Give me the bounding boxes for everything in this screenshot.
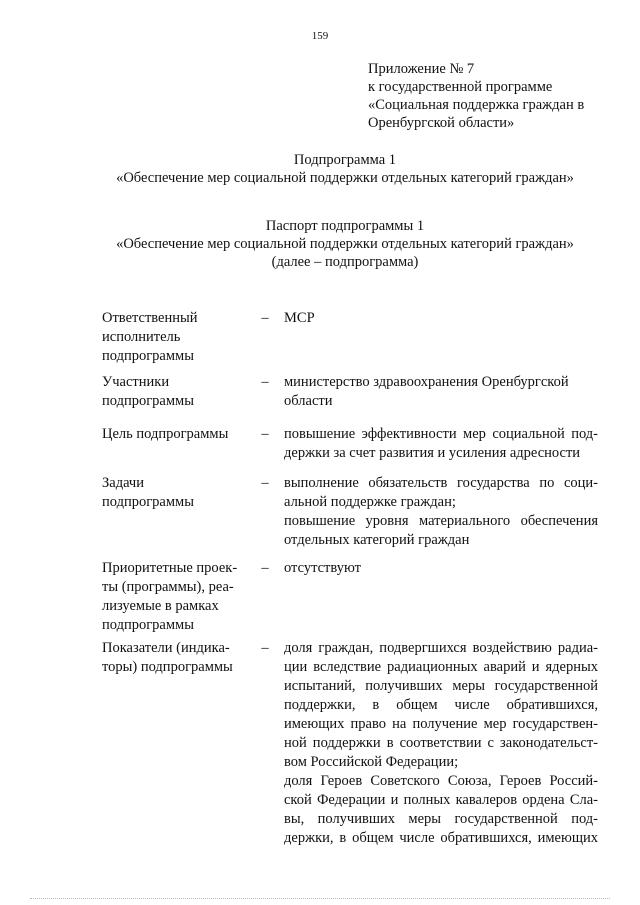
value-line: вом Российской Федерации; (284, 754, 459, 770)
appendix-line: Оренбургской области» (368, 115, 515, 131)
row-dash: – (261, 310, 269, 326)
subprogram-name: «Обеспечение мер социальной поддержки отдельных категорий граждан» (116, 170, 574, 186)
label-line: подпрограммы (102, 393, 194, 409)
row-label (102, 559, 252, 635)
scan-artifact-line (30, 896, 610, 899)
label-line: Участники (102, 374, 170, 390)
label-line: Приоритетные проек- (102, 560, 238, 576)
value-line: МСР (284, 310, 315, 326)
label-line: Задачи (102, 475, 144, 491)
row-label (102, 639, 252, 677)
value-line: держки, в общем числе обратившихся, имеющих (284, 830, 598, 846)
subprogram-heading (0, 151, 640, 187)
row-value (278, 639, 598, 848)
value-line: повышение эффективности мер социальной под- (284, 426, 598, 442)
value-line: отсутствуют (284, 560, 361, 576)
row-dash: – (261, 475, 269, 491)
passport-name: «Обеспечение мер социальной поддержки отдельных категорий граждан» (116, 236, 574, 252)
label-line: подпрограммы (102, 494, 194, 510)
value-line: ской Федерации и полных кавалеров ордена Сла- (284, 792, 598, 808)
subprogram-title: Подпрограмма 1 (293, 152, 397, 168)
row-label (102, 425, 252, 444)
passport-row-goal (102, 425, 598, 474)
row-dash: – (261, 374, 269, 390)
passport-row-tasks (102, 474, 598, 559)
row-value (278, 309, 598, 328)
row-value (278, 373, 598, 411)
value-line: альной поддержке граждан; (284, 494, 456, 510)
passport-heading (0, 217, 640, 271)
value-line: отдельных категорий граждан (284, 532, 470, 548)
row-value (278, 425, 598, 463)
appendix-block (368, 60, 628, 132)
row-value (278, 474, 598, 550)
passport-row-participants (102, 373, 598, 425)
value-line: вы, получивших меры государственной под- (284, 811, 598, 827)
passport-row-priority-projects (102, 559, 598, 639)
value-line: ной поддержки в соответствии с законодательст- (284, 735, 598, 751)
label-line: Ответственный (102, 310, 198, 326)
passport-table (102, 309, 598, 848)
label-line: подпрограммы (102, 617, 194, 633)
value-line: повышение уровня материального обеспечения (284, 513, 598, 529)
row-dash: – (261, 426, 269, 442)
appendix-line: Приложение № 7 (368, 61, 475, 77)
appendix-line: «Социальная поддержка граждан в (368, 97, 585, 113)
value-line: держки за счет развития и усиления адресности (284, 445, 581, 461)
passport-note: (далее – подпрограмма) (271, 254, 419, 270)
passport-row-responsible (102, 309, 598, 373)
value-line: имеющих право на получение мер государствен- (284, 716, 598, 732)
label-line: Показатели (индика- (102, 640, 230, 656)
label-line: ты (программы), реа- (102, 579, 234, 595)
passport-title: Паспорт подпрограммы 1 (265, 218, 425, 234)
value-line: министерство здравоохранения Оренбургской (284, 374, 569, 390)
label-line: торы) подпрограммы (102, 659, 233, 675)
value-line: доля Героев Советского Союза, Героев Россий- (284, 773, 598, 789)
value-line: поддержки, в общем числе обратившихся, (284, 697, 598, 713)
row-label (102, 474, 252, 512)
row-dash: – (261, 560, 269, 576)
row-label (102, 373, 252, 411)
page-number: 159 (311, 30, 329, 42)
label-line: лизуемые в рамках (102, 598, 219, 614)
label-line: Цель подпрограммы (102, 426, 229, 442)
value-line: доля граждан, подвергшихся воздействию радиа- (284, 640, 598, 656)
label-line: подпрограммы (102, 348, 194, 364)
value-line: области (284, 393, 333, 409)
row-dash: – (261, 640, 269, 656)
value-line: выполнение обязательств государства по соци- (284, 475, 598, 491)
value-line: испытаний, получивших меры государственной (284, 678, 598, 694)
row-label (102, 309, 252, 366)
passport-row-indicators (102, 639, 598, 848)
row-value (278, 559, 598, 578)
appendix-line: к государственной программе (368, 79, 553, 95)
value-line: ции вследствие радиационных аварий и ядерных (284, 659, 598, 675)
label-line: исполнитель (102, 329, 181, 345)
